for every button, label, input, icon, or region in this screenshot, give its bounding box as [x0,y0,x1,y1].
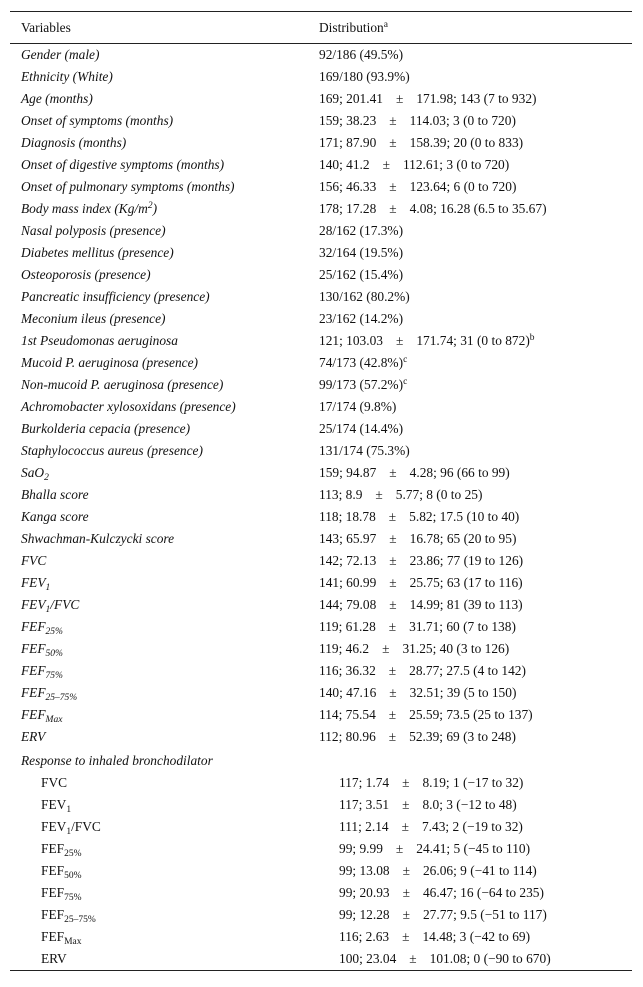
variable-label: 1st Pseudomonas aeruginosa [21,333,178,348]
distribution-value [339,904,632,926]
label-text: FEF [41,841,65,856]
label-subscript: 1 [45,583,51,593]
value-sd-median-range: 7.43; 2 (−19 to 32) [421,819,523,834]
variable-label [10,860,339,882]
distribution-value [319,198,632,220]
value-n-mean: 111; 2.14 [339,819,389,834]
table-row [10,308,632,330]
footnote-marker: b [529,333,535,343]
header-distribution: Distribution$^a$ [319,19,388,35]
value-sd-median-range: 114.03; 3 (0 to 720) [409,113,516,128]
section-header-row [10,750,632,772]
footnote-marker: c [403,377,408,387]
value-sd-median-range: 23.86; 77 (19 to 126) [409,553,524,568]
variable-label [10,882,339,904]
table-row [10,440,632,462]
table-row [10,616,632,638]
plus-minus-sign: ± [375,487,383,502]
table-row [10,506,632,528]
variable-label [10,660,319,682]
variable-label: FVC [21,553,47,568]
value-sd-median-range: 27.77; 9.5 (−51 to 117) [422,907,547,922]
value-sd-median-range: 32.51; 39 (5 to 150) [409,685,517,700]
value-n-mean: 113; 8.9 [319,487,363,502]
distribution-value [319,286,632,308]
label-subscript: 25% [64,849,82,859]
variable-label [10,838,339,860]
variable-label [10,904,339,926]
distribution-value [339,860,632,882]
distribution-value [319,550,632,572]
value-n-mean: 119; 46.2 [319,641,370,656]
value-text: 92/186 (49.5%) [319,47,404,62]
distribution-value [319,264,632,286]
variable-label: Staphylococcus aureus (presence) [21,443,203,458]
table-row [10,948,632,970]
value-sd-median-range: 25.75; 63 (17 to 116) [409,575,523,590]
label-text: FEF [41,885,65,900]
value-text: 25/162 (15.4%) [319,267,404,282]
variable-label [10,594,319,616]
value-n-mean: 99; 13.08 [339,863,390,878]
distribution-value [319,154,632,176]
plus-minus-sign: ± [382,157,390,172]
table-row [10,682,632,704]
value-n-mean: 99; 12.28 [339,907,390,922]
value-sd-median-range: 5.82; 17.5 (10 to 40) [409,509,520,524]
plus-minus-sign: ± [402,863,410,878]
plus-minus-sign: ± [402,775,410,790]
label-text-suffix: ) [152,201,158,216]
value-sd-median-range: 5.77; 8 (0 to 25) [395,487,483,502]
variable-label: Diabetes mellitus (presence) [21,245,174,260]
value-n-mean: 112; 80.96 [319,729,376,744]
value-sd-median-range: 14.99; 81 (39 to 113) [409,597,523,612]
value-n-mean: 159; 94.87 [319,465,377,480]
label-text: FEF [21,707,46,722]
table-row [10,352,632,374]
distribution-value [319,396,632,418]
value-text: 169/180 (93.9%) [319,69,410,84]
value-n-mean: 100; 23.04 [339,951,397,966]
variable-label: Diagnosis (months) [21,135,127,150]
value-text: 23/162 (14.2%) [319,311,404,326]
table-row [10,904,632,926]
plus-minus-sign: ± [389,575,397,590]
distribution-value [319,462,632,484]
table-row [10,660,632,682]
distribution-value [339,948,632,970]
variable-label: Onset of symptoms (months) [21,113,174,128]
value-text: 130/162 (80.2%) [319,289,410,304]
value-text: 131/174 (75.3%) [319,443,410,458]
value-text: 99/173 (57.2%) [319,377,404,392]
value-n-mean: 141; 60.99 [319,575,377,590]
distribution-value [319,330,632,352]
table-row [10,838,632,860]
distribution-value [319,440,632,462]
table-row [10,220,632,242]
plus-minus-sign: ± [389,201,397,216]
value-n-mean: 114; 75.54 [319,707,376,722]
label-text-suffix: /FVC [50,597,80,612]
plus-minus-sign: ± [388,707,397,722]
distribution-value [319,638,632,660]
variable-label [10,926,339,948]
label-subscript: 1 [66,805,72,815]
variable-label: Achromobacter xylosoxidans (presence) [21,399,236,414]
value-sd-median-range: 46.47; 16 (−64 to 235) [422,885,544,900]
distribution-value [319,242,632,264]
distribution-value [319,506,632,528]
header-variables: Variables [21,19,71,35]
value-sd-median-range: 8.19; 1 (−17 to 32) [422,775,524,790]
label-text: FEV [21,575,46,590]
table-row [10,816,632,838]
table-row [10,154,632,176]
distribution-value [319,726,632,748]
value-sd-median-range: 158.39; 20 (0 to 833) [409,135,524,150]
value-sd-median-range: 28.77; 27.5 (4 to 142) [409,663,526,678]
distribution-value [339,794,632,816]
table-row [10,484,632,506]
value-n-mean: 99; 20.93 [339,885,390,900]
plus-minus-sign: ± [389,465,397,480]
table-row [10,882,632,904]
distribution-value [319,660,632,682]
distribution-value [319,132,632,154]
section-body [10,772,632,970]
distribution-value [319,374,632,396]
label-subscript: 1 [66,827,72,837]
variables-table [10,11,632,971]
label-subscript: 50% [45,649,63,659]
value-n-mean: 171; 87.90 [319,135,377,150]
section-title: Response to inhaled bronchodilator [21,753,213,768]
label-subscript: 2 [44,473,49,483]
distribution-value [319,44,632,66]
distribution-value [319,418,632,440]
value-n-mean: 117; 1.74 [339,775,390,790]
distribution-value [319,110,632,132]
label-text: FEF [21,685,46,700]
plus-minus-sign: ± [382,641,390,656]
label-text: FEF [41,929,65,944]
value-sd-median-range: 24.41; 5 (−45 to 110) [416,841,531,856]
value-text: 74/173 (42.8%) [319,355,404,370]
plus-minus-sign: ± [389,685,397,700]
plus-minus-sign: ± [388,729,397,744]
plus-minus-sign: ± [402,885,410,900]
label-text: FEV [41,819,67,834]
table-row [10,528,632,550]
plus-minus-sign: ± [388,619,397,634]
label-text: FEF [21,619,46,634]
plus-minus-sign: ± [389,179,397,194]
table-row [10,396,632,418]
variable-label [10,572,319,594]
label-subscript: 25–75% [45,693,78,703]
plus-minus-sign: ± [388,663,397,678]
value-sd-median-range: 112.61; 3 (0 to 720) [402,157,510,172]
value-n-mean: 118; 18.78 [319,509,376,524]
table-row [10,286,632,308]
value-n-mean: 116; 2.63 [339,929,390,944]
value-text: 17/174 (9.8%) [319,399,397,414]
value-n-mean: 117; 3.51 [339,797,390,812]
table-row [10,704,632,726]
plus-minus-sign: ± [389,531,397,546]
value-n-mean: 119; 61.28 [319,619,376,634]
label-subscript: 1 [45,605,51,615]
distribution-value [339,838,632,860]
value-n-mean: 121; 103.03 [319,333,383,348]
table-row [10,772,632,794]
table-row [10,794,632,816]
variable-label: Onset of digestive symptoms (months) [21,157,225,172]
distribution-value [339,882,632,904]
value-n-mean: 169; 201.41 [319,91,383,106]
table-row [10,550,632,572]
value-n-mean: 143; 65.97 [319,531,377,546]
variable-label [10,198,319,220]
distribution-value [319,704,632,726]
variable-label: Age (months) [21,91,93,106]
variable-label [10,462,319,484]
distribution-value [339,772,632,794]
label-subscript: Max [45,715,63,725]
variable-label: Ethnicity (White) [21,69,113,84]
plus-minus-sign: ± [409,951,417,966]
value-sd-median-range: 4.28; 96 (66 to 99) [409,465,510,480]
table-row [10,198,632,220]
table-row [10,44,632,66]
variable-label: Shwachman-Kulczycki score [21,531,175,546]
distribution-value [319,66,632,88]
value-n-mean: 116; 36.32 [319,663,376,678]
table-row [10,132,632,154]
label-subscript: Max [64,937,82,947]
value-n-mean: 178; 17.28 [319,201,377,216]
table-row [10,418,632,440]
label-text: FEF [21,663,46,678]
variable-label: Gender (male) [21,47,100,62]
value-sd-median-range: 101.08; 0 (−90 to 670) [429,951,551,966]
value-n-mean: 159; 38.23 [319,113,377,128]
plus-minus-sign: ± [402,797,410,812]
table-row [10,264,632,286]
table-row [10,638,632,660]
variable-label [10,638,319,660]
variable-label: Pancreatic insufficiency (presence) [21,289,210,304]
label-subscript: 25% [45,627,63,637]
table-row [10,860,632,882]
table-row [10,110,632,132]
distribution-value [319,528,632,550]
distribution-value [319,352,632,374]
value-sd-median-range: 16.78; 65 (20 to 95) [409,531,517,546]
value-n-mean: 156; 46.33 [319,179,377,194]
distribution-value [339,816,632,838]
table-row [10,926,632,948]
label-text: FEF [41,907,65,922]
variable-label [10,816,339,838]
variable-label: Nasal polyposis (presence) [21,223,166,238]
variable-label: Kanga score [21,509,89,524]
distribution-value [319,572,632,594]
variable-label: Mucoid P. aeruginosa (presence) [21,355,199,370]
value-sd-median-range: 171.98; 143 (7 to 932) [416,91,537,106]
table-row [10,330,632,352]
variable-label [10,794,339,816]
plus-minus-sign: ± [395,333,404,348]
distribution-value [319,308,632,330]
distribution-value [339,926,632,948]
distribution-value [319,616,632,638]
variable-label: Onset of pulmonary symptoms (months) [21,179,235,194]
table-row [10,242,632,264]
plus-minus-sign: ± [389,113,397,128]
plus-minus-sign: ± [402,907,410,922]
table-row [10,88,632,110]
value-n-mean: 142; 72.13 [319,553,377,568]
value-text: 25/174 (14.4%) [319,421,404,436]
variable-label: Osteoporosis (presence) [21,267,151,282]
distribution-value [319,682,632,704]
value-sd-median-range: 8.0; 3 (−12 to 48) [422,797,517,812]
value-sd-median-range: 26.06; 9 (−41 to 114) [422,863,537,878]
label-text: FEF [41,863,65,878]
plus-minus-sign: ± [402,929,410,944]
value-sd-median-range: 52.39; 69 (3 to 248) [409,729,516,744]
plus-minus-sign: ± [395,91,404,106]
label-subscript: 50% [64,871,82,881]
table-row [10,572,632,594]
table-row [10,726,632,748]
variable-label [10,682,319,704]
plus-minus-sign: ± [388,509,397,524]
value-sd-median-range: 4.08; 16.28 (6.5 to 35.67) [409,201,547,216]
value-text: 32/164 (19.5%) [319,245,404,260]
table-row [10,462,632,484]
variable-label [10,616,319,638]
variable-label: FVC [41,775,68,790]
variable-label: Burkolderia cepacia (presence) [21,421,191,436]
label-text: FEV [21,597,46,612]
value-n-mean: 140; 47.16 [319,685,377,700]
variable-label: ERV [21,729,46,744]
variable-label: ERV [41,951,67,966]
value-sd-median-range: 31.71; 60 (7 to 138) [409,619,516,634]
value-sd-median-range: 171.74; 31 (0 to 872) [416,333,530,348]
table-header [10,12,632,44]
value-sd-median-range: 14.48; 3 (−42 to 69) [422,929,531,944]
plus-minus-sign: ± [389,553,397,568]
distribution-value [319,88,632,110]
variable-label: Bhalla score [21,487,89,502]
label-text: Body mass index (Kg/m [21,201,148,216]
plus-minus-sign: ± [395,841,404,856]
table-row [10,594,632,616]
table-row [10,66,632,88]
label-text-suffix: /FVC [71,819,101,834]
label-text: FEF [21,641,46,656]
plus-minus-sign: ± [389,597,397,612]
value-sd-median-range: 31.25; 40 (3 to 126) [402,641,510,656]
table-body [10,44,632,748]
distribution-value [319,220,632,242]
variable-label [10,704,319,726]
value-n-mean: 140; 41.2 [319,157,370,172]
label-subscript: 75% [64,893,82,903]
distribution-value [319,594,632,616]
distribution-value [319,484,632,506]
plus-minus-sign: ± [401,819,409,834]
table-row [10,176,632,198]
variable-label: Non-mucoid P. aeruginosa (presence) [21,377,224,392]
label-subscript: 25–75% [64,915,96,925]
value-sd-median-range: 25.59; 73.5 (25 to 137) [409,707,533,722]
label-superscript: 2 [147,201,153,211]
label-text: SaO [21,465,45,480]
label-text: FEV [41,797,67,812]
header-footnote-marker: a [383,19,388,30]
value-text: 28/162 (17.3%) [319,223,404,238]
value-n-mean: 99; 9.99 [339,841,383,856]
variable-label: Meconium ileus (presence) [21,311,166,326]
distribution-value [319,176,632,198]
value-sd-median-range: 123.64; 6 (0 to 720) [409,179,517,194]
table-row [10,374,632,396]
plus-minus-sign: ± [389,135,397,150]
value-n-mean: 144; 79.08 [319,597,377,612]
label-subscript: 75% [45,671,63,681]
footnote-marker: c [403,355,408,365]
